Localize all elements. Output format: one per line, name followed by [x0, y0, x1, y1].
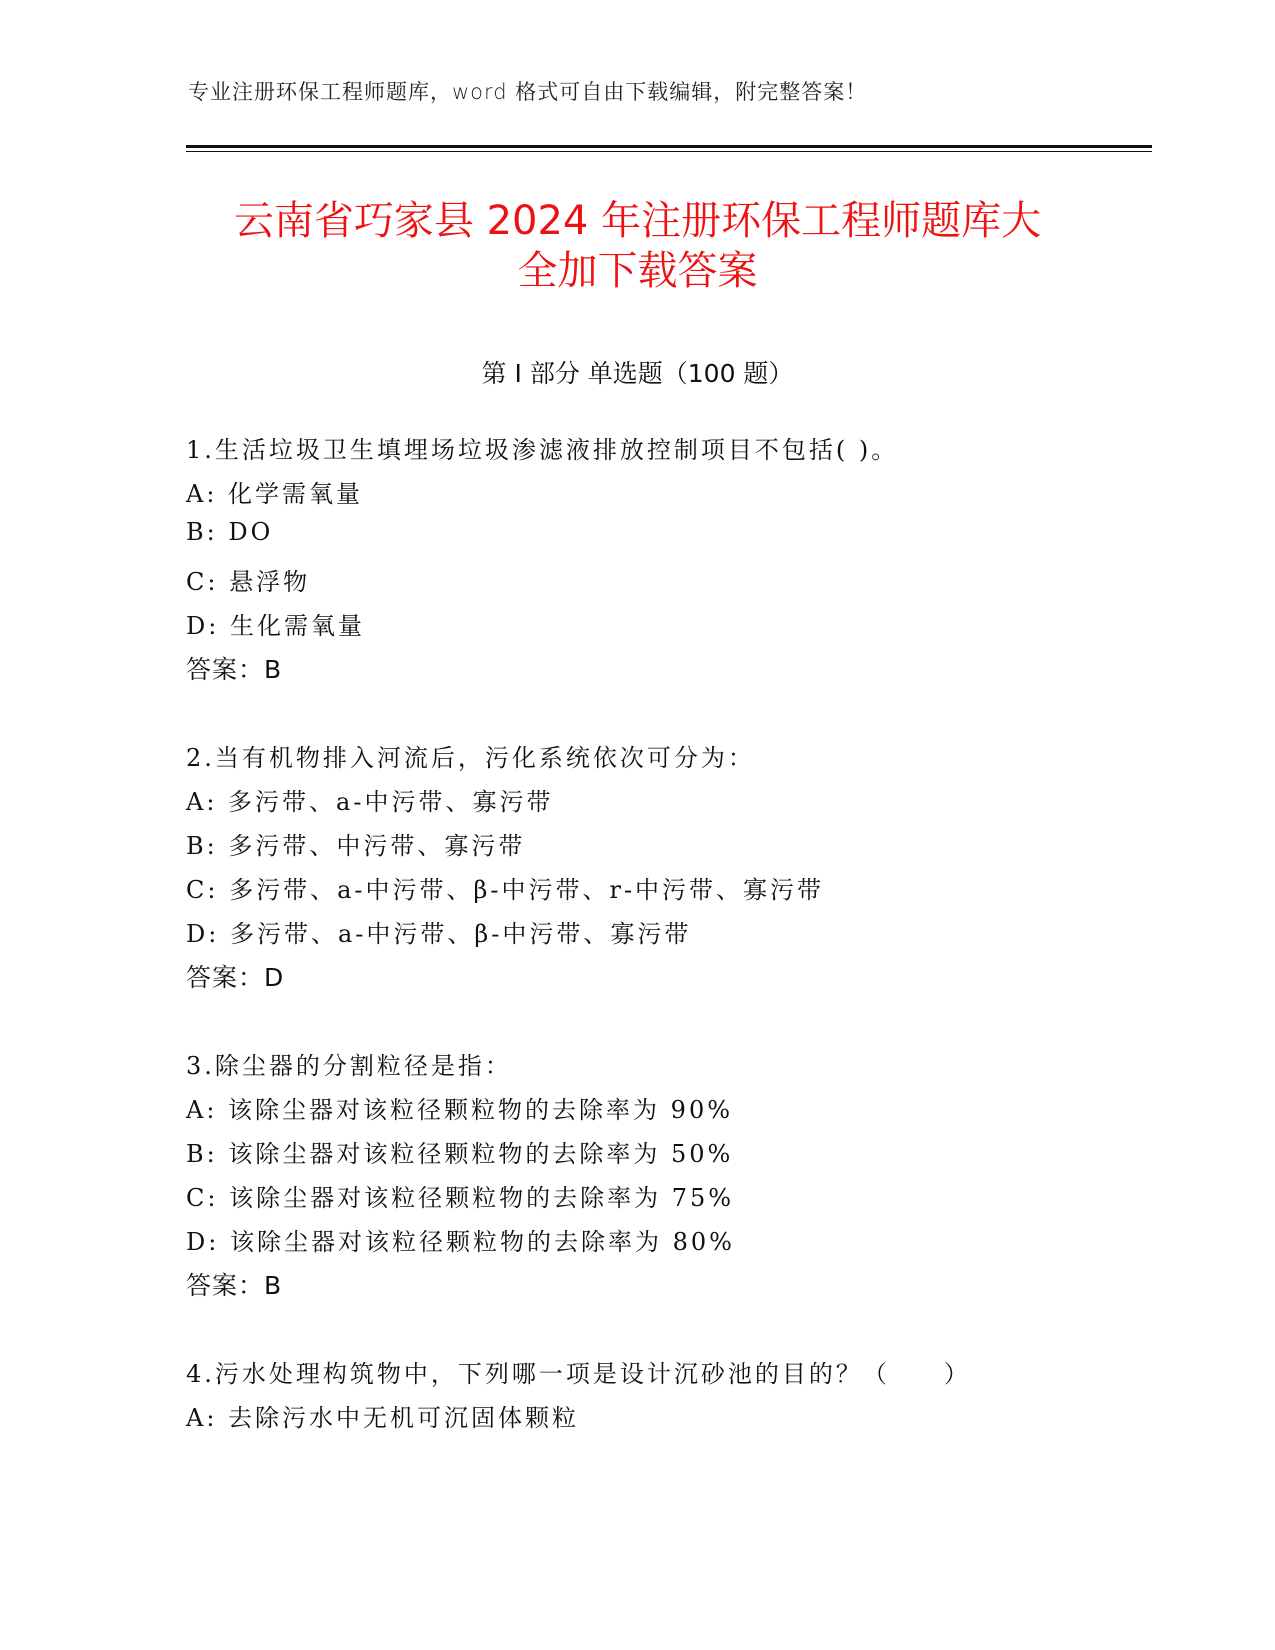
question-1-option-c: C: 悬浮物: [186, 568, 311, 596]
question-2-option-b: B: 多污带、中污带、寡污带: [186, 832, 526, 860]
document-title: [120, 196, 1155, 296]
question-2-option-d: D: 多污带、a-中污带、β-中污带、寡污带: [186, 920, 692, 948]
question-3-option-d: D: 该除尘器对该粒径颗粒物的去除率为 80%: [186, 1228, 735, 1256]
question-3-stem: 3.除尘器的分割粒径是指：: [186, 1052, 512, 1080]
question-1-answer: 答案：B: [186, 655, 283, 684]
question-4-stem: 4.污水处理构筑物中，下列哪一项是设计沉砂池的目的？（ ）: [186, 1360, 971, 1388]
header-divider-thick: [186, 145, 1152, 148]
question-2-stem: 2.当有机物排入河流后，污化系统依次可分为：: [186, 744, 755, 772]
question-2-option-a: A: 多污带、a-中污带、寡污带: [186, 788, 554, 816]
question-1-stem: 1.生活垃圾卫生填埋场垃圾渗滤液排放控制项目不包括( )。: [186, 436, 899, 464]
question-4-option-a: A: 去除污水中无机可沉固体颗粒: [186, 1404, 580, 1432]
question-1-option-b: B: DO: [186, 518, 274, 546]
title-line-2: 全加下载答案: [517, 248, 758, 294]
question-3-answer: 答案：B: [186, 1271, 283, 1300]
section-heading: 第 I 部分 单选题（100 题）: [481, 359, 794, 388]
question-2-option-c: C: 多污带、a-中污带、β-中污带、r-中污带、寡污带: [186, 876, 825, 904]
question-1-option-d: D: 生化需氧量: [186, 612, 365, 640]
question-3-option-c: C: 该除尘器对该粒径颗粒物的去除率为 75%: [186, 1184, 735, 1212]
question-3-option-b: B: 该除尘器对该粒径颗粒物的去除率为 50%: [186, 1140, 734, 1168]
question-1-option-a: A: 化学需氧量: [186, 480, 364, 508]
header-divider-thin: [186, 151, 1152, 152]
question-2-answer: 答案：D: [186, 963, 285, 992]
question-3-option-a: A: 该除尘器对该粒径颗粒物的去除率为 90%: [186, 1096, 734, 1124]
title-line-1: 云南省巧家县 2024 年注册环保工程师题库大: [233, 198, 1042, 244]
header-note: 专业注册环保工程师题库，word 格式可自由下载编辑，附完整答案！: [188, 80, 868, 104]
